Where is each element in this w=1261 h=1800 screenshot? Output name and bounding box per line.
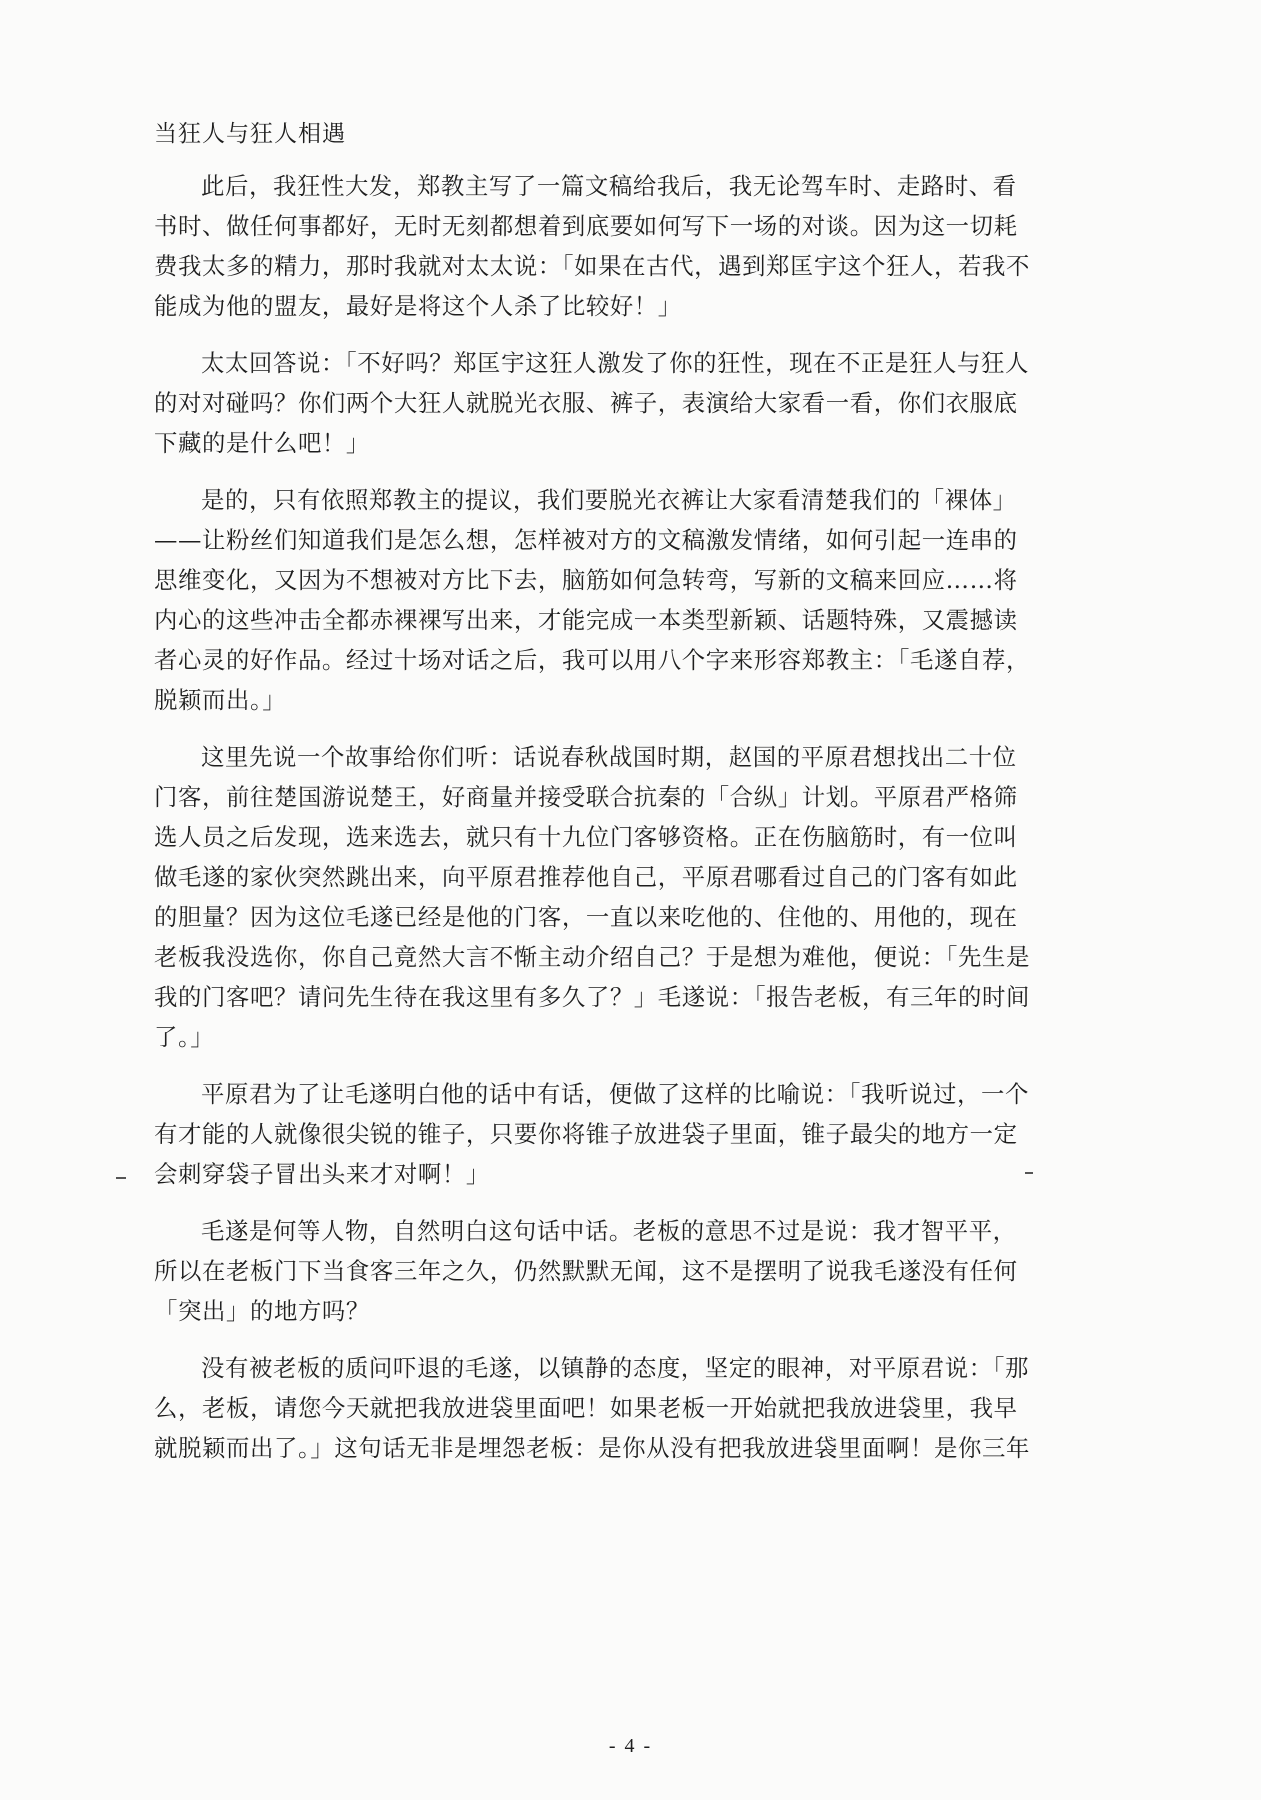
text-line: 下藏的是什么吧！」 [154,429,370,457]
text-line: 门客，前往楚国游说楚王，好商量并接受联合抗秦的「合纵」计划。平原君严格筛 [154,783,1018,811]
text-line: 有才能的人就像很尖锐的锥子，只要你将锥子放进袋子里面，锥子最尖的地方一定 [154,1120,1018,1148]
text-line: 我的门客吧？请问先生待在我这里有多久了？」毛遂说：「报告老板，有三年的时间 [154,983,1030,1011]
paragraph [154,343,1114,463]
text-line: 者心灵的好作品。经过十场对话之后，我可以用八个字来形容郑教主：「毛遂自荐， [154,646,1030,674]
page-number: - 4 - [608,1735,653,1757]
scan-mark-left [116,1177,126,1179]
text-line: 费我太多的精力，那时我就对太太说：「如果在古代，遇到郑匡宇这个狂人，若我不 [154,252,1030,280]
text-line: 了。」 [154,1023,215,1051]
document-body [154,114,1114,1485]
text-line: ——让粉丝们知道我们是怎么想，怎样被对方的文稿激发情绪，如何引起一连串的 [154,526,1018,554]
text-line: 老板我没选你，你自己竟然大言不惭主动介绍自己？于是想为难他，便说：「先生是 [154,943,1030,971]
text-line: 所以在老板门下当食客三年之久，仍然默默无闻，这不是摆明了说我毛遂没有任何 [154,1257,1018,1285]
paragraph [154,166,1114,326]
text-line: 「突出」的地方吗？ [154,1297,370,1325]
paragraph [154,1348,1114,1468]
text-line: 脱颖而出。」 [154,686,287,714]
text-line: 思维变化，又因为不想被对方比下去，脑筋如何急转弯，写新的文稿来回应……将 [154,566,1018,594]
text-line: 平原君为了让毛遂明白他的话中有话，便做了这样的比喻说：「我听说过，一个 [201,1080,1029,1108]
paragraph [154,480,1114,720]
text-line: 的胆量？因为这位毛遂已经是他的门客，一直以来吃他的、住他的、用他的，现在 [154,903,1018,931]
text-line: 此后，我狂性大发，郑教主写了一篇文稿给我后，我无论驾车时、走路时、看 [201,172,1017,200]
text-line: 是的，只有依照郑教主的提议，我们要脱光衣裤让大家看清楚我们的「裸体」 [201,486,1017,514]
text-line: 么，老板，请您今天就把我放进袋里面吧！如果老板一开始就把我放进袋里，我早 [154,1394,1018,1422]
text-line: 没有被老板的质问吓退的毛遂，以镇静的态度，坚定的眼神，对平原君说：「那 [201,1354,1029,1382]
text-line: 内心的这些冲击全都赤裸裸写出来，才能完成一本类型新颖、话题特殊，又震撼读 [154,606,1018,634]
text-line: 能成为他的盟友，最好是将这个人杀了比较好！」 [154,292,682,320]
text-line: 就脱颖而出了。」这句话无非是埋怨老板：是你从没有把我放进袋里面啊！是你三年 [154,1434,1030,1462]
text-line: 这里先说一个故事给你们听：话说春秋战国时期，赵国的平原君想找出二十位 [201,743,1017,771]
paragraph [154,1211,1114,1331]
paragraph [154,737,1114,1057]
text-line: 做毛遂的家伙突然跳出来，向平原君推荐他自己，平原君哪看过自己的门客有如此 [154,863,1018,891]
section-heading: 当狂人与狂人相遇 [154,121,346,147]
text-line: 选人员之后发现，选来选去，就只有十九位门客够资格。正在伤脑筋时，有一位叫 [154,823,1018,851]
text-line: 会刺穿袋子冒出头来才对啊！」 [154,1160,490,1188]
text-line: 书时、做任何事都好，无时无刻都想着到底要如何写下一场的对谈。因为这一切耗 [154,212,1018,240]
text-line: 太太回答说：「不好吗？郑匡宇这狂人激发了你的狂性，现在不正是狂人与狂人 [201,349,1029,377]
paragraph [154,1074,1114,1194]
text-line: 毛遂是何等人物，自然明白这句话中话。老板的意思不过是说：我才智平平， [201,1217,1017,1245]
text-line: 的对对碰吗？你们两个大狂人就脱光衣服、裤子，表演给大家看一看，你们衣服底 [154,389,1018,417]
